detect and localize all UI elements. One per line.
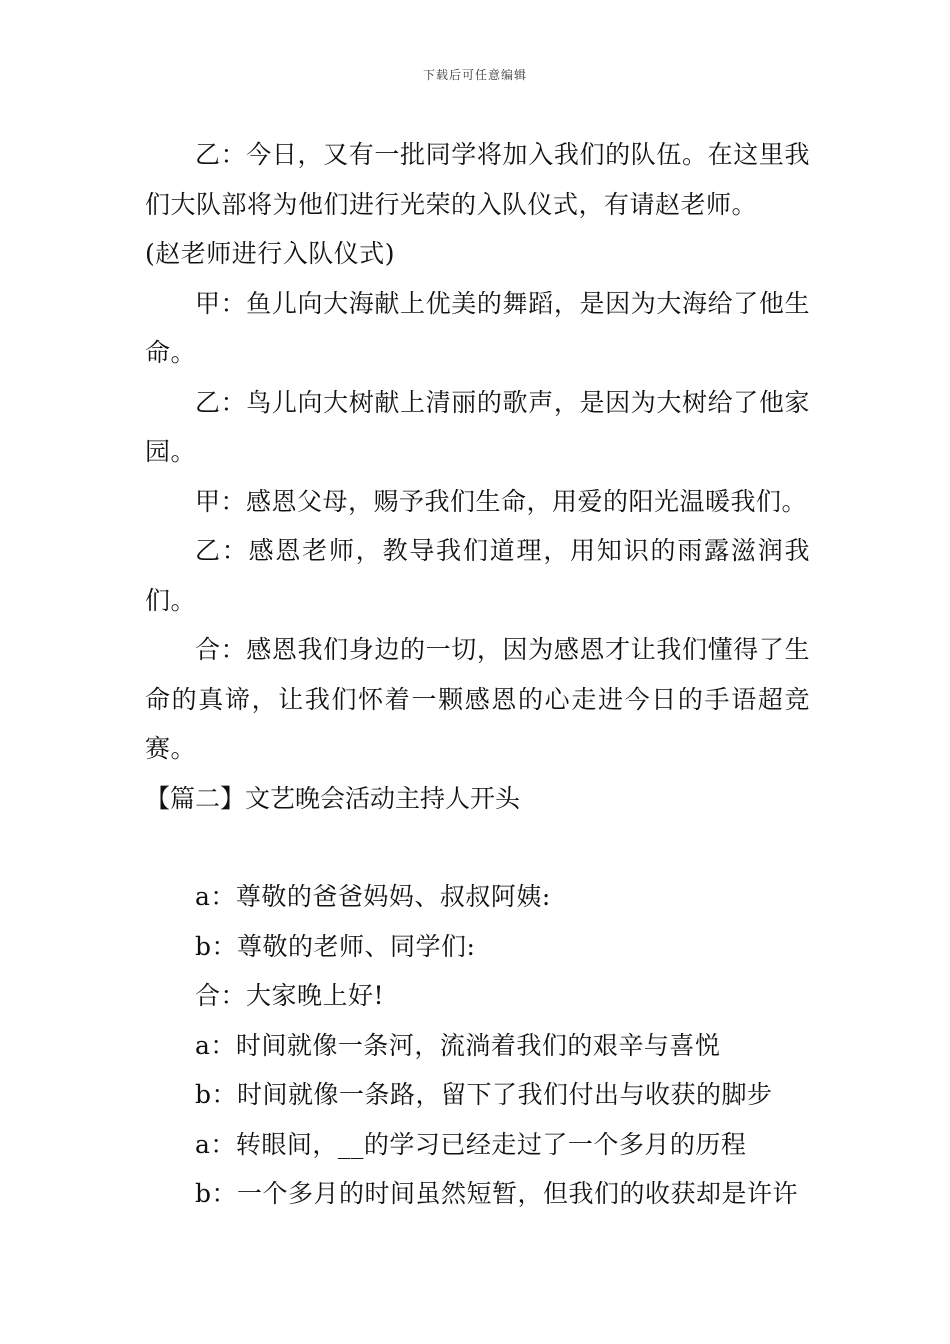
paragraph: 合：感恩我们身边的一切，因为感恩才让我们懂得了生命的真谛，让我们怀着一颗感恩的心走进今日的手语超竞赛。 xyxy=(145,635,810,763)
page-header-note: 下载后可任意编辑 xyxy=(422,68,527,82)
dialog-line: b：一个多月的时间虽然短暂，但我们的收获却是许许 xyxy=(195,1179,799,1208)
stage-note: (赵老师进行入队仪式) xyxy=(145,239,396,268)
paragraph: 甲：鱼儿向大海献上优美的舞蹈，是因为大海给了他生命。 xyxy=(145,288,810,367)
dialog-line: 合：大家晚上好! xyxy=(195,981,385,1010)
paragraph: 乙：鸟儿向大树献上清丽的歌声，是因为大树给了他家园。 xyxy=(145,387,810,466)
paragraph: 甲：感恩父母，赐予我们生命，用爱的阳光温暖我们。 xyxy=(195,486,808,516)
document-body xyxy=(145,130,810,1219)
paragraph: 乙：感恩老师，教导我们道理，用知识的雨露滋润我们。 xyxy=(145,536,810,615)
dialog-line: b：时间就像一条路，留下了我们付出与收获的脚步 xyxy=(195,1080,773,1109)
paragraph: 乙：今日，又有一批同学将加入我们的队伍。在这里我们大队部将为他们进行光荣的入队仪式，有请赵老师。 xyxy=(145,140,810,219)
dialog-line: b：尊敬的老师、同学们: xyxy=(195,931,476,961)
section-title: 【篇二】文艺晚会活动主持人开头 xyxy=(145,783,521,813)
dialog-line: a：尊敬的爸爸妈妈、叔叔阿姨: xyxy=(195,882,551,911)
dialog-line: a：转眼间，__的学习已经走过了一个多月的历程 xyxy=(195,1129,747,1159)
section-spacer xyxy=(145,823,810,872)
dialog-line: a：时间就像一条河，流淌着我们的艰辛与喜悦 xyxy=(195,1030,721,1060)
